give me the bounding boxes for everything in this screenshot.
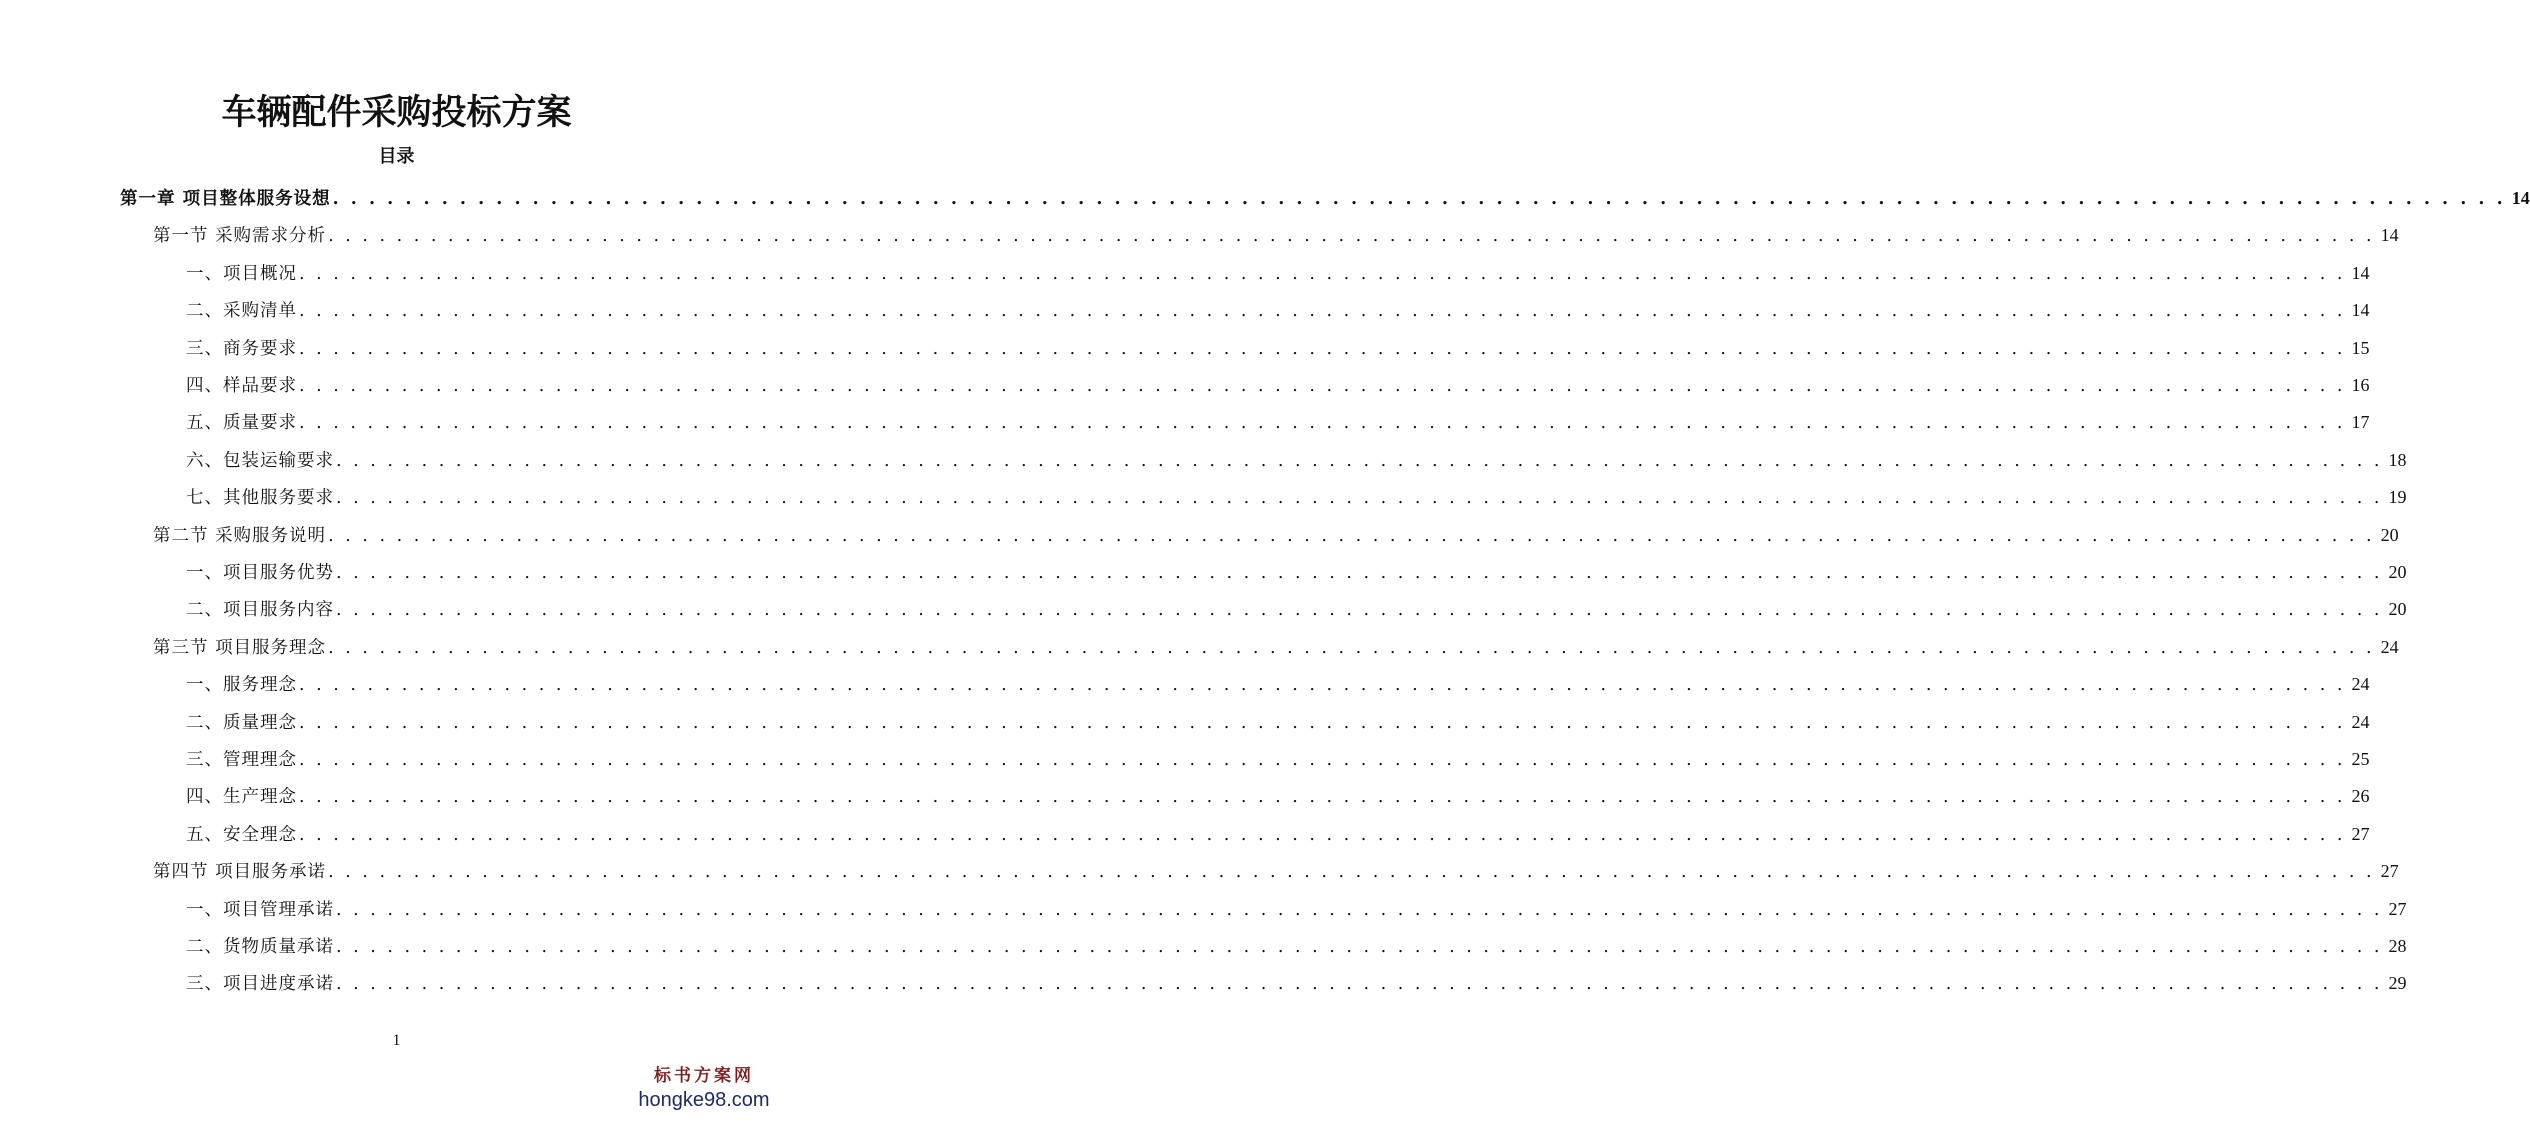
toc-leader-dots: . . . . . . . . . . . . . . . . . . . . . . . . . . . . . . . . . . . . . . . . . . . . . . . . . . . . . . . . . . . . . . . . . . . . . . . . . . . . . . . . . . . . . . . . . . . . . . . . . . . . . . . . . . . . . . . . . . . . . . . . [336,899,2383,920]
toc-leader-dots: . . . . . . . . . . . . . . . . . . . . . . . . . . . . . . . . . . . . . . . . . . . . . . . . . . . . . . . . . . . . . . . . . . . . . . . . . . . . . . . . . . . . . . . . . . . . . . . . . . . . . . . . . . . . . . . . . . . . . . . . [299,675,2346,696]
toc-entry[interactable] [153,629,2399,666]
toc-entry-page: 14 [2511,188,2530,208]
toc-leader-dots: . . . . . . . . . . . . . . . . . . . . . . . . . . . . . . . . . . . . . . . . . . . . . . . . . . . . . . . . . . . . . . . . . . . . . . . . . . . . . . . . . . . . . . . . . . . . . . . . . . . . . . . . . . . . . . . . . . . . . . . . [328,862,2375,883]
toc-entry-page: 20 [2388,599,2407,620]
toc-entry-title: 第四节 项目服务承诺 [153,862,327,883]
toc-entry-page: 14 [2380,225,2399,246]
toc-entry[interactable] [186,554,2407,591]
toc-entry-page: 24 [2351,711,2370,732]
toc-entry-page: 16 [2351,375,2370,395]
toc-leader-dots: . . . . . . . . . . . . . . . . . . . . . . . . . . . . . . . . . . . . . . . . . . . . . . . . . . . . . . . . . . . . . . . . . . . . . . . . . . . . . . . . . . . . . . . . . . . . . . . . . . . . . . . . . . . . . . . . . . . . . . . . [336,937,2383,957]
toc-entry-title: 四、样品要求 [186,376,297,396]
toc-entry-title: 第三节 项目服务理念 [153,637,327,658]
toc-entry-title: 二、货物质量承诺 [186,937,334,957]
toc-entry[interactable] [186,965,2407,1002]
toc-leader-dots: . . . . . . . . . . . . . . . . . . . . . . . . . . . . . . . . . . . . . . . . . . . . . . . . . . . . . . . . . . . . . . . . . . . . . . . . . . . . . . . . . . . . . . . . . . . . . . . . . . . . . . . . . . . . . . . . . . . . . . . . [299,376,2346,396]
toc-leader-dots: . . . . . . . . . . . . . . . . . . . . . . . . . . . . . . . . . . . . . . . . . . . . . . . . . . . . . . . . . . . . . . . . . . . . . . . . . . . . . . . . . . . . . . . . . . . . . . . . . . . . . . . . . . . . . . . . . . . . . . . . [336,450,2383,471]
toc-entry-title: 一、项目概况 [186,263,297,284]
toc-leader-dots: . . . . . . . . . . . . . . . . . . . . . . . . . . . . . . . . . . . . . . . . . . . . . . . . . . . . . . . . . . . . . . . . . . . . . . . . . . . . . . . . . . . . . . . . . . . . . . . . . . . . . . . . . . . . . . . . . . . . . . . . [328,637,2375,658]
toc-entry-page: 14 [2351,262,2370,283]
toc-leader-dots: . . . . . . . . . . . . . . . . . . . . . . . . . . . . . . . . . . . . . . . . . . . . . . . . . . . . . . . . . . . . . . . . . . . . . . . . . . . . . . . . . . . . . . . . . . . . . . . . . . . . . . . . . . . . . . . . . . . . . . . . [332,189,2506,209]
toc-entry-title: 五、安全理念 [186,824,297,845]
toc-entry-title: 四、生产理念 [186,787,297,808]
toc-entry-title: 二、项目服务内容 [186,600,334,621]
toc-entry[interactable] [186,292,2370,329]
toc-entry-title: 三、项目进度承诺 [186,974,334,995]
toc-entry-title: 五、质量要求 [186,413,297,434]
toc-entry[interactable] [186,404,2370,441]
toc-leader-dots: . . . . . . . . . . . . . . . . . . . . . . . . . . . . . . . . . . . . . . . . . . . . . . . . . . . . . . . . . . . . . . . . . . . . . . . . . . . . . . . . . . . . . . . . . . . . . . . . . . . . . . . . . . . . . . . . . . . . . . . . [336,974,2383,995]
toc-entry-page: 27 [2388,898,2407,919]
toc-entry-title: 第二节 采购服务说明 [153,525,327,546]
toc-entry[interactable] [153,517,2399,554]
toc-entry-page: 24 [2351,674,2370,695]
toc-entry-title: 一、项目服务优势 [186,563,334,583]
toc-entry[interactable] [186,741,2370,778]
toc-entry[interactable] [186,816,2370,853]
document-title: 车辆配件采购投标方案 [221,92,572,133]
watermark-url-text: hongke98.com [638,1089,770,1111]
toc-entry-title: 三、管理理念 [186,750,297,770]
toc-entry-title: 第一节 采购需求分析 [153,226,327,247]
toc-entry[interactable] [153,217,2399,254]
toc-entry[interactable] [186,479,2407,516]
toc-entry-page: 29 [2388,973,2407,994]
toc-leader-dots: . . . . . . . . . . . . . . . . . . . . . . . . . . . . . . . . . . . . . . . . . . . . . . . . . . . . . . . . . . . . . . . . . . . . . . . . . . . . . . . . . . . . . . . . . . . . . . . . . . . . . . . . . . . . . . . . . . . . . . . . [299,750,2346,770]
toc-leader-dots: . . . . . . . . . . . . . . . . . . . . . . . . . . . . . . . . . . . . . . . . . . . . . . . . . . . . . . . . . . . . . . . . . . . . . . . . . . . . . . . . . . . . . . . . . . . . . . . . . . . . . . . . . . . . . . . . . . . . . . . . [299,301,2346,322]
toc-leader-dots: . . . . . . . . . . . . . . . . . . . . . . . . . . . . . . . . . . . . . . . . . . . . . . . . . . . . . . . . . . . . . . . . . . . . . . . . . . . . . . . . . . . . . . . . . . . . . . . . . . . . . . . . . . . . . . . . . . . . . . . . [299,712,2346,733]
toc-leader-dots: . . . . . . . . . . . . . . . . . . . . . . . . . . . . . . . . . . . . . . . . . . . . . . . . . . . . . . . . . . . . . . . . . . . . . . . . . . . . . . . . . . . . . . . . . . . . . . . . . . . . . . . . . . . . . . . . . . . . . . . . [328,226,2375,247]
toc-entry-title: 一、服务理念 [186,675,297,696]
toc-entry-title: 三、商务要求 [186,338,297,359]
toc-entry[interactable] [120,180,2530,217]
toc-entry-title: 六、包装运输要求 [186,450,334,471]
watermark-chinese-text: 标书方案网 [654,1066,754,1086]
toc-leader-dots: . . . . . . . . . . . . . . . . . . . . . . . . . . . . . . . . . . . . . . . . . . . . . . . . . . . . . . . . . . . . . . . . . . . . . . . . . . . . . . . . . . . . . . . . . . . . . . . . . . . . . . . . . . . . . . . . . . . . . . . . [299,263,2346,284]
toc-entry-title: 一、项目管理承诺 [186,899,334,920]
toc-heading: 目录 [378,146,415,167]
toc-leader-dots: . . . . . . . . . . . . . . . . . . . . . . . . . . . . . . . . . . . . . . . . . . . . . . . . . . . . . . . . . . . . . . . . . . . . . . . . . . . . . . . . . . . . . . . . . . . . . . . . . . . . . . . . . . . . . . . . . . . . . . . . [336,488,2383,509]
toc-entry-page: 19 [2388,487,2407,508]
toc-entry-page: 25 [2351,749,2370,769]
toc-entry-page: 27 [2351,823,2370,844]
toc-leader-dots: . . . . . . . . . . . . . . . . . . . . . . . . . . . . . . . . . . . . . . . . . . . . . . . . . . . . . . . . . . . . . . . . . . . . . . . . . . . . . . . . . . . . . . . . . . . . . . . . . . . . . . . . . . . . . . . . . . . . . . . . [299,787,2346,808]
toc-entry-page: 24 [2380,636,2399,657]
toc-entry[interactable] [186,666,2370,703]
toc-entry[interactable] [186,928,2407,965]
toc-leader-dots: . . . . . . . . . . . . . . . . . . . . . . . . . . . . . . . . . . . . . . . . . . . . . . . . . . . . . . . . . . . . . . . . . . . . . . . . . . . . . . . . . . . . . . . . . . . . . . . . . . . . . . . . . . . . . . . . . . . . . . . . [336,600,2383,621]
toc-entry-title: 第一章 项目整体服务设想 [120,189,331,209]
toc-entry[interactable] [186,330,2370,367]
toc-entry-page: 27 [2380,861,2399,882]
toc-entry[interactable] [153,853,2399,890]
toc-entry-page: 28 [2388,936,2407,956]
toc-entry[interactable] [186,367,2370,404]
toc-leader-dots: . . . . . . . . . . . . . . . . . . . . . . . . . . . . . . . . . . . . . . . . . . . . . . . . . . . . . . . . . . . . . . . . . . . . . . . . . . . . . . . . . . . . . . . . . . . . . . . . . . . . . . . . . . . . . . . . . . . . . . . . [299,413,2346,434]
toc-leader-dots: . . . . . . . . . . . . . . . . . . . . . . . . . . . . . . . . . . . . . . . . . . . . . . . . . . . . . . . . . . . . . . . . . . . . . . . . . . . . . . . . . . . . . . . . . . . . . . . . . . . . . . . . . . . . . . . . . . . . . . . . [299,338,2346,359]
toc-entry-page: 18 [2388,449,2407,470]
toc-entry-title: 二、质量理念 [186,712,297,733]
toc-entry[interactable] [186,255,2370,292]
toc-leader-dots: . . . . . . . . . . . . . . . . . . . . . . . . . . . . . . . . . . . . . . . . . . . . . . . . . . . . . . . . . . . . . . . . . . . . . . . . . . . . . . . . . . . . . . . . . . . . . . . . . . . . . . . . . . . . . . . . . . . . . . . . [336,563,2383,583]
toc-entry[interactable] [186,704,2370,741]
toc-entry[interactable] [186,591,2407,628]
site-watermark [629,1064,779,1112]
toc-entry-page: 26 [2351,786,2370,807]
toc-entry-page: 20 [2380,524,2399,545]
toc-entry[interactable] [186,778,2370,815]
toc-leader-dots: . . . . . . . . . . . . . . . . . . . . . . . . . . . . . . . . . . . . . . . . . . . . . . . . . . . . . . . . . . . . . . . . . . . . . . . . . . . . . . . . . . . . . . . . . . . . . . . . . . . . . . . . . . . . . . . . . . . . . . . . [328,525,2375,546]
toc-entry[interactable] [186,891,2407,928]
toc-entry-page: 15 [2351,337,2370,358]
toc-entry-page: 14 [2351,300,2370,321]
toc-entry-page: 20 [2388,562,2407,582]
page-number: 1 [392,1032,401,1049]
toc-leader-dots: . . . . . . . . . . . . . . . . . . . . . . . . . . . . . . . . . . . . . . . . . . . . . . . . . . . . . . . . . . . . . . . . . . . . . . . . . . . . . . . . . . . . . . . . . . . . . . . . . . . . . . . . . . . . . . . . . . . . . . . . [299,824,2346,845]
toc-entry-title: 七、其他服务要求 [186,488,334,509]
toc-entry-title: 二、采购清单 [186,301,297,322]
toc-entry[interactable] [186,442,2407,479]
toc-entry-page: 17 [2351,412,2370,433]
